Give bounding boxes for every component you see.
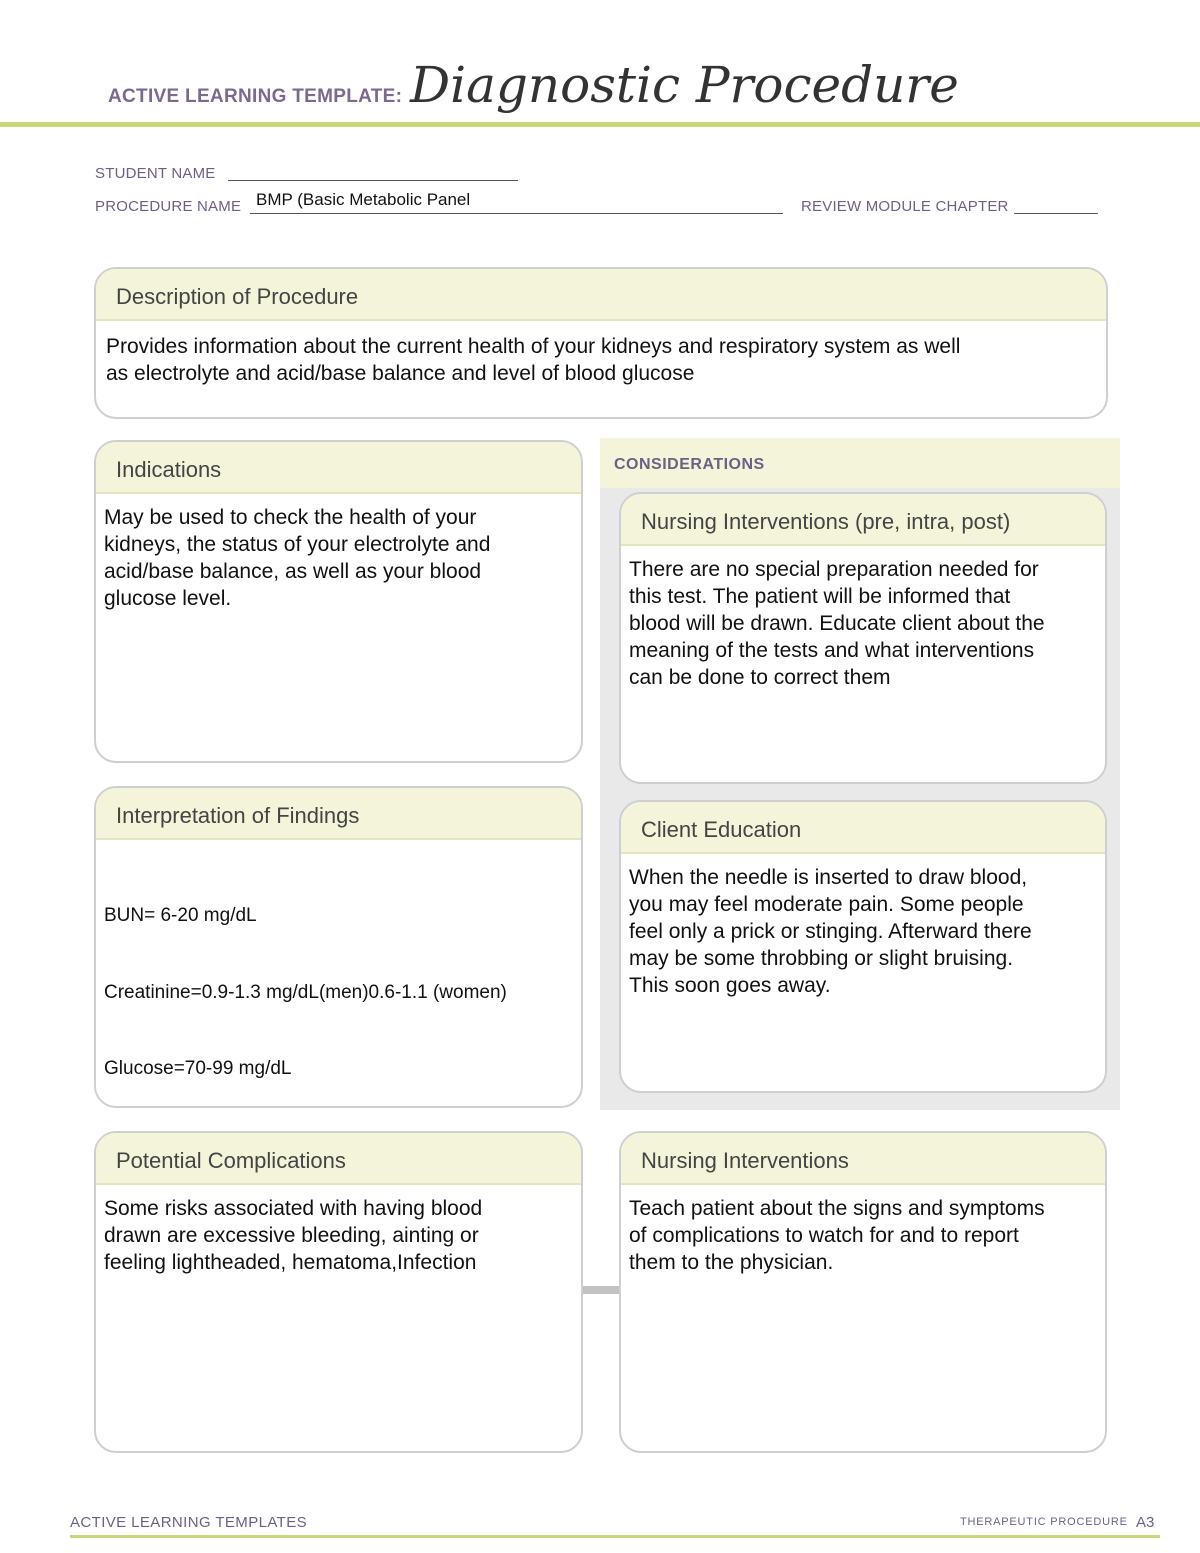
indications-title: Indications [96,442,581,494]
description-box [94,267,1108,419]
finding-line: Creatinine=0.9-1.3 mg/dL(men)0.6-1.1 (women) [104,981,507,1003]
procedure-name-label: PROCEDURE NAME [95,198,242,215]
procedure-name-field[interactable] [250,213,783,214]
complications-text[interactable]: Some risks associated with having blood drawn are excessive bleeding, ainting or feeling lightheaded, hematoma,Infection [104,1197,483,1274]
considerations-header [600,438,1120,488]
complications-box [94,1131,583,1453]
client-education-box [619,800,1107,1093]
header-divider [0,122,1200,127]
review-module-label: REVIEW MODULE CHAPTER [801,198,1009,215]
review-module-field[interactable] [1014,213,1098,214]
description-title: Description of Procedure [96,269,1106,321]
considerations-label: CONSIDERATIONS [614,456,765,473]
template-prefix: ACTIVE LEARNING TEMPLATE: [108,86,403,107]
footer-section: THERAPEUTIC PROCEDURE [960,1516,1128,1528]
page-number: A3 [1136,1514,1155,1531]
nursing-pre-text[interactable]: There are no special preparation needed for this test. The patient will be informed that blood will be drawn. Educate client about the meaning of the tests and what interventions can be done to correct them [629,558,1045,689]
interpretation-box [94,786,583,1108]
description-text[interactable]: Provides information about the current health of your kidneys and respiratory system as well as electrolyte and acid/base balance and level of blood glucose [106,335,961,385]
indications-text[interactable]: May be used to check the health of your kidneys, the status of your electrolyte and acid/base balance, as well as your blood glucose level. [104,506,491,610]
nursing-interventions-text[interactable]: Teach patient about the signs and symptoms of complications to watch for and to report them to the physician. [629,1197,1045,1274]
client-education-text[interactable]: When the needle is inserted to draw blood, you may feel moderate pain. Some people feel only a prick or stinging. Afterward there may be some throbbing or slight bruising. This soon goes away. [629,866,1032,997]
procedure-name-value: BMP (Basic Metabolic Panel [256,190,471,209]
page-header [0,0,1200,130]
footer-divider [70,1535,1160,1538]
complications-title: Potential Complications [96,1133,581,1185]
finding-line: Glucose=70-99 mg/dL [104,1058,292,1079]
interpretation-list[interactable] [96,840,581,1108]
nursing-pre-box [619,492,1107,784]
nursing-pre-title: Nursing Interventions (pre, intra, post) [621,494,1105,546]
indications-box [94,440,583,763]
student-name-label: STUDENT NAME [95,165,216,182]
client-education-title: Client Education [621,802,1105,854]
nursing-interventions-box [619,1131,1107,1453]
finding-line: BUN= 6-20 mg/dL [104,905,257,926]
page-title: Diagnostic Procedure [410,56,959,114]
student-name-field[interactable] [228,180,518,181]
footer-left: ACTIVE LEARNING TEMPLATES [70,1514,307,1531]
connector-bar [583,1286,621,1294]
interpretation-title: Interpretation of Findings [96,788,581,840]
nursing-interventions-title: Nursing Interventions [621,1133,1105,1185]
